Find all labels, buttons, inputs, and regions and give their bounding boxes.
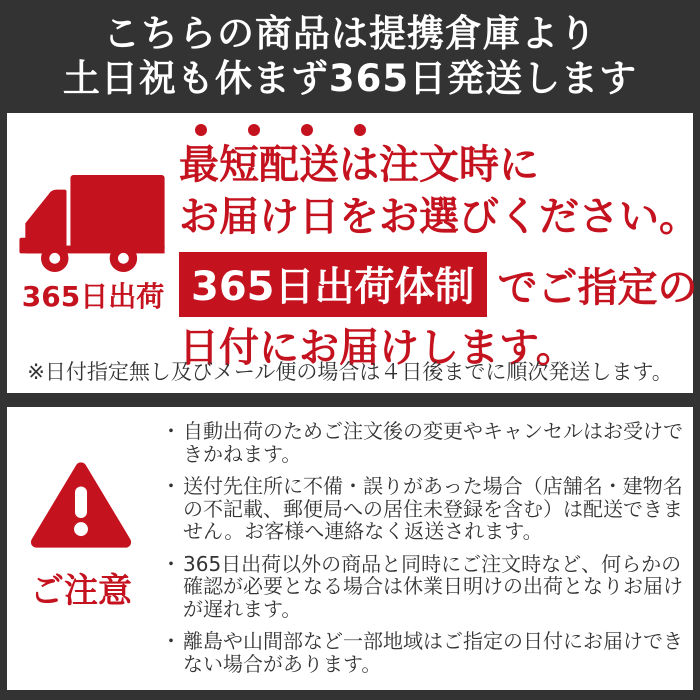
highlight-line (179, 252, 699, 317)
bullet-marker: ・ (161, 474, 181, 498)
top-banner (0, 0, 700, 113)
shipping-icon-column (7, 113, 179, 393)
caution-panel (7, 407, 693, 690)
bullet-marker: ・ (161, 419, 181, 443)
delivery-truck-icon (19, 173, 167, 275)
shipping-heading-line2: お届け日をお選びください。 (179, 194, 699, 240)
list-item (161, 553, 683, 621)
caution-icon-column (7, 407, 155, 690)
emphasis-dot (354, 124, 366, 136)
shipping-heading-line1: 最短配送は注文時に (179, 142, 539, 188)
top-banner-line2: 土日祝も休まず365日発送します (62, 56, 638, 100)
highlight-box: 365日出荷体制 (179, 252, 487, 317)
panel-divider (0, 393, 700, 407)
top-banner-line1: こちらの商品は提携倉庫より (103, 12, 597, 56)
list-item-text: 離島や山間部など一部地域はご指定の日付にお届けできない場合があります。 (183, 629, 683, 676)
truck-caption: 365日出荷 (21, 280, 165, 313)
list-item (161, 630, 683, 675)
list-item-text: 365日出荷以外の商品と同時にご注文時など、何らかの確認が必要となる場合は休業日明けの出荷となりお届けが遅れます。 (183, 551, 683, 621)
caution-list (155, 407, 693, 690)
highlight-suffix: でご指定の (497, 265, 698, 311)
emphasis-dots (195, 124, 699, 136)
bullet-marker: ・ (161, 551, 181, 576)
emphasis-dot (248, 124, 260, 136)
list-item (161, 420, 683, 465)
list-item-text: 自動出荷のためご注文後の変更やキャンセルはお受けできかねます。 (183, 419, 683, 466)
shipping-heading-line3: 日付にお届けします。 (179, 325, 576, 371)
list-item (161, 475, 683, 543)
bullet-marker: ・ (161, 629, 181, 653)
emphasis-dot (195, 124, 207, 136)
shipping-panel (7, 113, 699, 393)
emphasis-dot (301, 124, 313, 136)
list-item-text: 送付先住所に不備・誤りがあった場合（店舗名・建物名の不記載、郵便局への居住未登録を含む）は配送できません。お客様へ連絡なく返送されます。 (183, 474, 683, 543)
shipping-note: ※日付指定無し及びメール便の場合は４日後までに順次発送します。 (27, 360, 673, 384)
bottom-border (0, 690, 700, 700)
warning-triangle-icon (30, 459, 132, 551)
caution-caption: ご注意 (30, 571, 132, 611)
shipping-text-column (179, 113, 699, 393)
